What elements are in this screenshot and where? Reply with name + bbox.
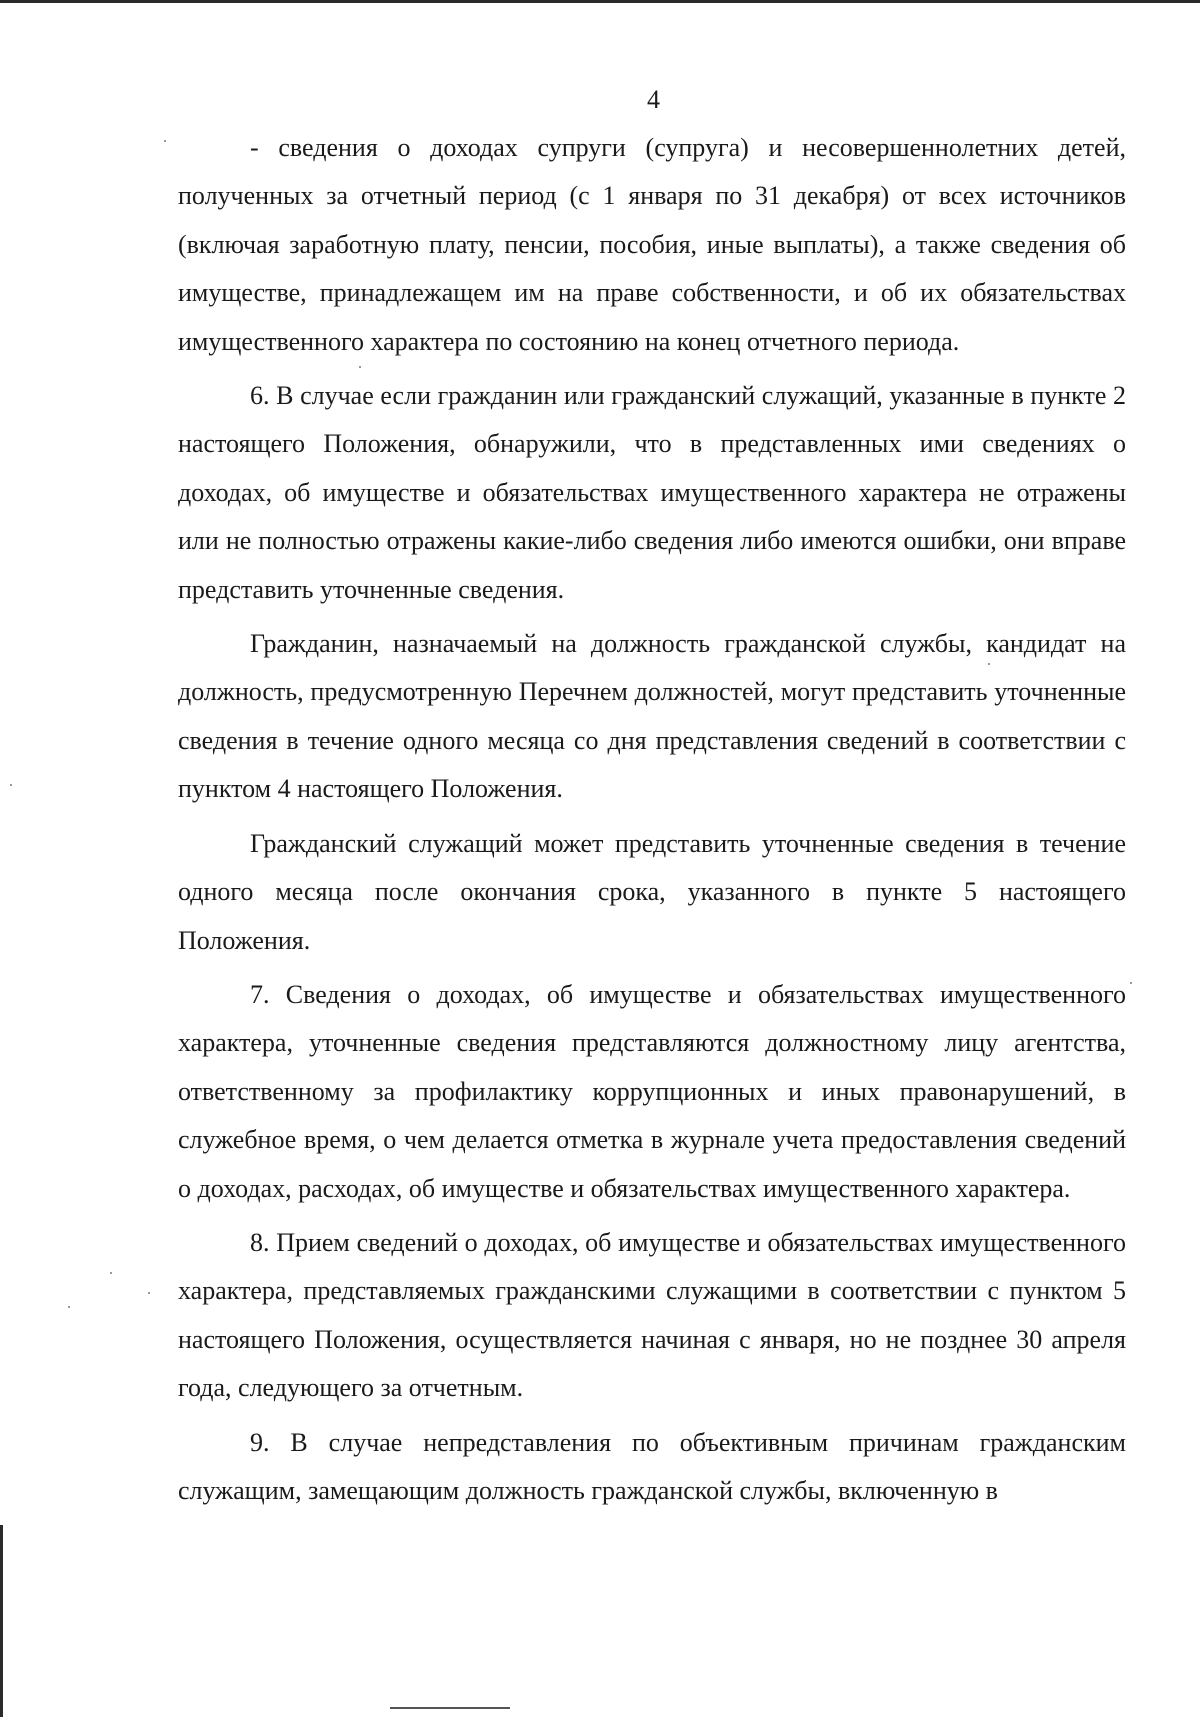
paragraph-item-6: 6. В случае если гражданин или гражданский служащий, указанные в пункте 2 настоящего Положения, обнаружили, что в представленных ими сведениях о доходах, об имуществе и обязательствах имущественного характера не отражены или не полностью отражены какие-либо сведения либо имеются ошибки, они вправе представить уточненные сведения. (178, 381, 1126, 604)
scan-edge-top (0, 0, 1200, 3)
paragraph-item-9: 9. В случае непредставления по объективным причинам гражданским служащим, замещающим должность гражданской службы, включенную в (178, 1427, 1126, 1505)
scan-speck (148, 1292, 150, 1294)
document-body (178, 124, 1126, 1515)
paragraph-spouse-income: - сведения о доходах супруги (супруга) и несовершеннолетних детей, полученных за отчетный период (с 1 января по 31 декабря) от всех источников (включая заработную плату, пенсии, пособия, иные выплаты), а также сведения об имуществе, принадлежащем им на праве собственности, и об их обязательствах имущественного характера по состоянию на конец отчетного периода. (178, 133, 1126, 356)
scan-edge-bottom (390, 1707, 510, 1709)
scan-speck (164, 140, 166, 142)
scan-speck (68, 1306, 70, 1308)
paragraph-item-8: 8. Прием сведений о доходах, об имуществе и обязательствах имущественного характера, представляемых гражданскими служащими в соответствии с пунктом 5 настоящего Положения, осуществляется начиная с января, но не позднее 30 апреля года, следующего за отчетным. (178, 1227, 1126, 1403)
paragraph-item-7: 7. Сведения о доходах, об имуществе и обязательствах имущественного характера, уточненные сведения представляются должностному лицу агентства, ответственному за профилактику коррупционных и иных правонарушений, в служебное время, о чем делается отметка в журнале учета предоставления сведений о доходах, расходах, об имуществе и обязательствах имущественного характера. (178, 979, 1126, 1203)
scan-speck (110, 1272, 112, 1274)
page-number: 4 (647, 85, 660, 114)
paragraph-servant-clarification: Гражданский служащий может представить уточненные сведения в течение одного месяца после окончания срока, указанного в пункте 5 настоящего Положения. (178, 828, 1126, 955)
paragraph-candidate-clarification: Гражданин, назначаемый на должность гражданской службы, кандидат на должность, предусмотренную Перечнем должностей, могут представить уточненные сведения в течение одного месяца со дня представления сведений в соответствии с пунктом 4 настоящего Положения. (178, 629, 1126, 804)
scan-speck (10, 784, 12, 786)
scan-edge-left (0, 1525, 3, 1717)
scan-speck (1130, 982, 1132, 984)
